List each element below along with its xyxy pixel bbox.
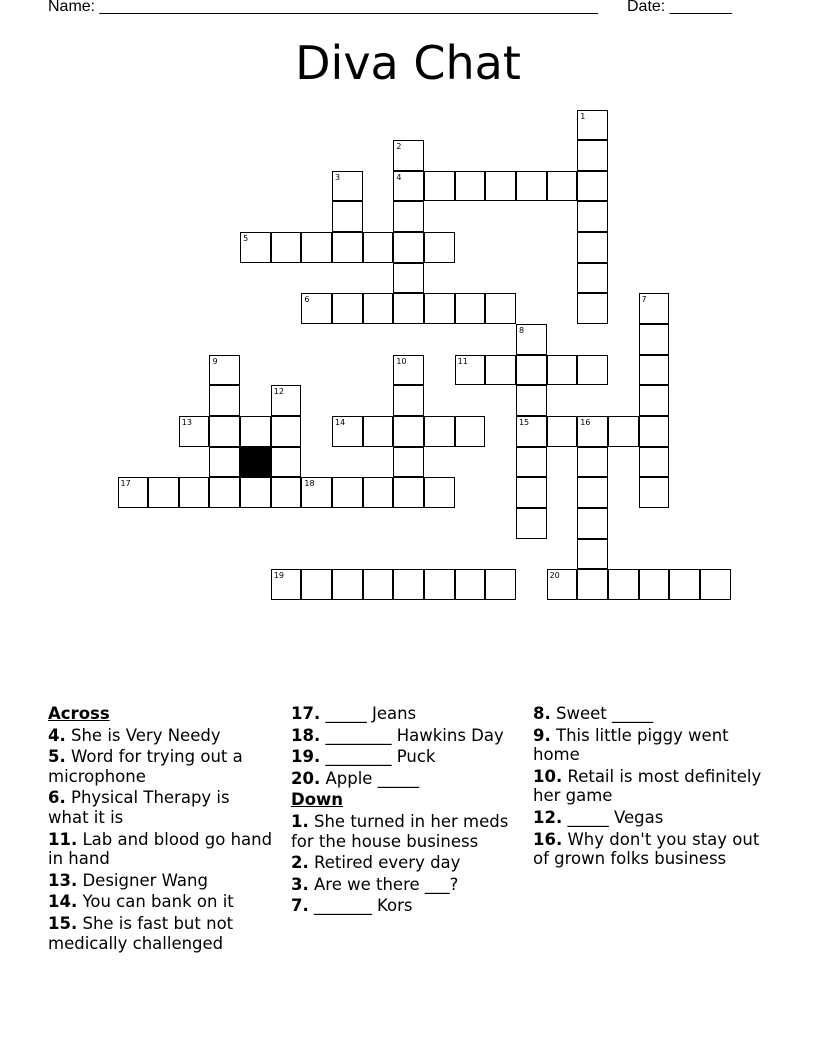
clue-number: 2. xyxy=(291,853,309,873)
clue-number: 5. xyxy=(48,747,66,767)
grid-cell[interactable] xyxy=(301,569,332,600)
clue-number: 14. xyxy=(48,892,78,912)
clue-number-label: 12 xyxy=(273,387,284,397)
grid-cell[interactable] xyxy=(393,569,424,600)
grid-cell[interactable] xyxy=(363,569,394,600)
grid-cell[interactable] xyxy=(639,569,670,600)
across-clue xyxy=(291,769,516,789)
clue-number: 20. xyxy=(291,768,321,788)
grid-cell[interactable] xyxy=(332,569,363,600)
clue-text: She turned in her meds for the house business xyxy=(291,811,509,851)
clue-number-label: 3 xyxy=(335,172,341,182)
grid-cell[interactable] xyxy=(577,171,608,202)
clue-number: 18. xyxy=(291,725,321,745)
grid-cell[interactable] xyxy=(516,385,547,416)
clue-number: 17. xyxy=(291,704,321,723)
across-clue xyxy=(48,871,273,891)
black-cell xyxy=(240,447,271,478)
grid-cell[interactable] xyxy=(577,539,608,570)
grid-cell[interactable] xyxy=(393,263,424,294)
clue-number-label: 16 xyxy=(580,418,591,427)
down-clue xyxy=(291,896,516,916)
across-clue xyxy=(291,704,516,724)
clue-number-label: 13 xyxy=(181,418,192,427)
clue-number: 6. xyxy=(48,788,66,808)
grid-cell[interactable] xyxy=(577,293,608,324)
grid-cell[interactable] xyxy=(516,477,547,508)
clue-number-label: 9 xyxy=(212,356,218,366)
clue-number: 3. xyxy=(291,874,309,894)
name-line: Name: ________________________________________________________ xyxy=(48,0,598,15)
grid-cell[interactable] xyxy=(577,201,608,232)
grid-cell[interactable] xyxy=(271,477,302,508)
clue-text: This little piggy went home xyxy=(533,725,729,765)
grid-cell[interactable] xyxy=(271,416,302,447)
grid-cell[interactable] xyxy=(332,232,363,263)
grid-cell[interactable] xyxy=(424,232,455,263)
clue-text: ________ Hawkins Day xyxy=(320,725,504,745)
clue-number-label: 14 xyxy=(335,418,346,427)
grid-cell[interactable] xyxy=(577,447,608,478)
down-clue xyxy=(291,812,516,851)
grid-cell[interactable] xyxy=(301,232,332,263)
clue-text: Word for trying out a microphone xyxy=(48,747,243,786)
grid-cell[interactable] xyxy=(547,355,578,386)
date-line: Date: _______ xyxy=(627,0,732,15)
clue-text: _______ Kors xyxy=(308,896,413,916)
across-heading: Across xyxy=(48,704,110,723)
clue-number: 19. xyxy=(291,747,321,767)
grid-cell[interactable] xyxy=(639,355,670,386)
clue-text: She is fast but not medically challenged xyxy=(48,913,234,953)
grid-cell[interactable] xyxy=(485,355,516,386)
clue-number-label: 6 xyxy=(304,295,310,305)
clue-number: 10. xyxy=(533,766,563,786)
clue-number-label: 4 xyxy=(396,172,402,182)
grid-cell[interactable] xyxy=(209,477,240,508)
grid-cell[interactable] xyxy=(639,447,670,478)
grid-cell[interactable] xyxy=(393,232,424,263)
grid-cell[interactable] xyxy=(577,477,608,508)
down-clue xyxy=(533,767,763,806)
grid-cell[interactable] xyxy=(424,416,455,447)
grid-cell[interactable] xyxy=(455,171,486,202)
grid-cell[interactable] xyxy=(455,569,486,600)
grid-cell[interactable] xyxy=(608,416,639,447)
grid-cell[interactable] xyxy=(485,569,516,600)
down-clue xyxy=(291,875,516,895)
grid-cell[interactable] xyxy=(577,140,608,171)
across-clue xyxy=(291,726,516,746)
clue-number: 15. xyxy=(48,913,78,933)
grid-cell[interactable] xyxy=(700,569,731,600)
grid-cell[interactable] xyxy=(577,263,608,294)
clue-number-label: 8 xyxy=(518,326,525,336)
grid-cell[interactable] xyxy=(271,447,302,478)
grid-cell[interactable] xyxy=(363,232,394,263)
down-clue xyxy=(533,808,763,828)
clue-number-label: 20 xyxy=(549,571,560,581)
grid-cell[interactable] xyxy=(393,447,424,478)
grid-cell[interactable] xyxy=(455,293,486,324)
grid-cell[interactable] xyxy=(332,201,363,232)
clue-number: 9. xyxy=(533,725,551,745)
clue-number: 4. xyxy=(48,725,66,745)
across-clue xyxy=(48,747,273,786)
grid-cell[interactable] xyxy=(516,171,547,202)
clue-number-label: 17 xyxy=(120,479,131,489)
across-clue xyxy=(48,726,273,746)
across-clue xyxy=(48,914,273,953)
down-clue xyxy=(533,704,763,724)
grid-cell[interactable] xyxy=(547,171,578,202)
grid-cell[interactable] xyxy=(485,293,516,324)
clue-text: Physical Therapy is what it is xyxy=(48,788,230,827)
grid-cell[interactable] xyxy=(240,477,271,508)
clue-text: Retail is most definitely her game xyxy=(533,766,762,806)
grid-cell[interactable] xyxy=(639,324,670,355)
across-clue xyxy=(291,747,516,767)
clue-number-label: 15 xyxy=(518,418,530,427)
clue-number: 13. xyxy=(48,870,78,890)
grid-cell[interactable] xyxy=(363,477,394,508)
across-clue xyxy=(48,830,273,869)
grid-cell[interactable] xyxy=(332,293,363,324)
down-clue xyxy=(291,853,516,873)
grid-cell[interactable] xyxy=(179,477,210,508)
down-clue xyxy=(533,830,763,869)
grid-cell[interactable] xyxy=(639,477,670,508)
clue-text: Why don't you stay out of grown folks business xyxy=(533,829,760,869)
clue-column-3 xyxy=(533,702,763,869)
grid-cell[interactable] xyxy=(209,447,240,478)
clue-number-label: 2 xyxy=(396,142,402,152)
grid-cell[interactable] xyxy=(393,477,424,508)
clue-number-label: 18 xyxy=(304,479,315,489)
grid-cell[interactable] xyxy=(363,416,394,447)
clue-number-label: 19 xyxy=(273,571,284,581)
grid-cell[interactable] xyxy=(393,293,424,324)
grid-cell[interactable] xyxy=(547,416,578,447)
grid-cell[interactable] xyxy=(209,416,240,447)
clue-text: Apple _____ xyxy=(320,768,419,788)
grid-cell[interactable] xyxy=(639,416,670,447)
clue-number-label: 5 xyxy=(243,234,249,244)
clue-column-1 xyxy=(48,702,273,953)
clue-text: You can bank on it xyxy=(77,892,234,912)
grid-cell[interactable] xyxy=(516,447,547,478)
clue-number: 16. xyxy=(533,829,563,849)
clue-column-2 xyxy=(291,702,516,916)
clue-text: Are we there ___? xyxy=(308,874,459,894)
clue-number: 12. xyxy=(533,807,563,827)
clue-number: 11. xyxy=(48,829,78,849)
grid-cell[interactable] xyxy=(332,477,363,508)
clue-text: She is Very Needy xyxy=(65,725,221,745)
grid-cell[interactable] xyxy=(455,416,486,447)
clue-text: Lab and blood go hand in hand xyxy=(48,829,273,869)
clue-text: Sweet _____ xyxy=(550,704,654,723)
clue-number: 1. xyxy=(291,811,309,831)
grid-cell[interactable] xyxy=(516,508,547,539)
clue-number-label: 10 xyxy=(396,356,407,366)
down-clue xyxy=(533,726,763,765)
across-clue xyxy=(48,892,273,912)
puzzle-title: Diva Chat xyxy=(295,36,521,90)
grid-cell[interactable] xyxy=(393,201,424,232)
grid-cell[interactable] xyxy=(608,569,639,600)
grid-cell[interactable] xyxy=(240,416,271,447)
grid-cell[interactable] xyxy=(393,416,424,447)
grid-cell[interactable] xyxy=(424,569,455,600)
clue-number: 7. xyxy=(291,896,309,916)
clue-text: Retired every day xyxy=(308,853,461,873)
grid-cell[interactable] xyxy=(669,569,700,600)
grid-cell[interactable] xyxy=(485,171,516,202)
grid-cell[interactable] xyxy=(577,355,608,386)
grid-cell[interactable] xyxy=(577,569,608,600)
clue-text: _____ Vegas xyxy=(562,807,664,827)
down-heading: Down xyxy=(291,790,344,810)
clue-text: ________ Puck xyxy=(320,747,436,767)
grid-cell[interactable] xyxy=(424,293,455,324)
clue-number: 8. xyxy=(533,704,551,723)
grid-cell[interactable] xyxy=(271,232,302,263)
grid-cell[interactable] xyxy=(148,477,179,508)
grid-cell[interactable] xyxy=(424,171,455,202)
grid-cell[interactable] xyxy=(363,293,394,324)
grid-cell[interactable] xyxy=(577,232,608,263)
clue-text: _____ Jeans xyxy=(320,704,417,723)
clue-text: Designer Wang xyxy=(77,870,208,890)
grid-cell[interactable] xyxy=(516,355,547,386)
clue-number-label: 7 xyxy=(641,295,647,305)
clue-number-label: 1 xyxy=(580,111,586,121)
grid-cell[interactable] xyxy=(393,385,424,416)
grid-cell[interactable] xyxy=(209,385,240,416)
grid-cell[interactable] xyxy=(639,385,670,416)
grid-cell[interactable] xyxy=(577,508,608,539)
across-clue xyxy=(48,788,273,827)
clue-number-label: 11 xyxy=(457,356,468,366)
grid-cell[interactable] xyxy=(424,477,455,508)
